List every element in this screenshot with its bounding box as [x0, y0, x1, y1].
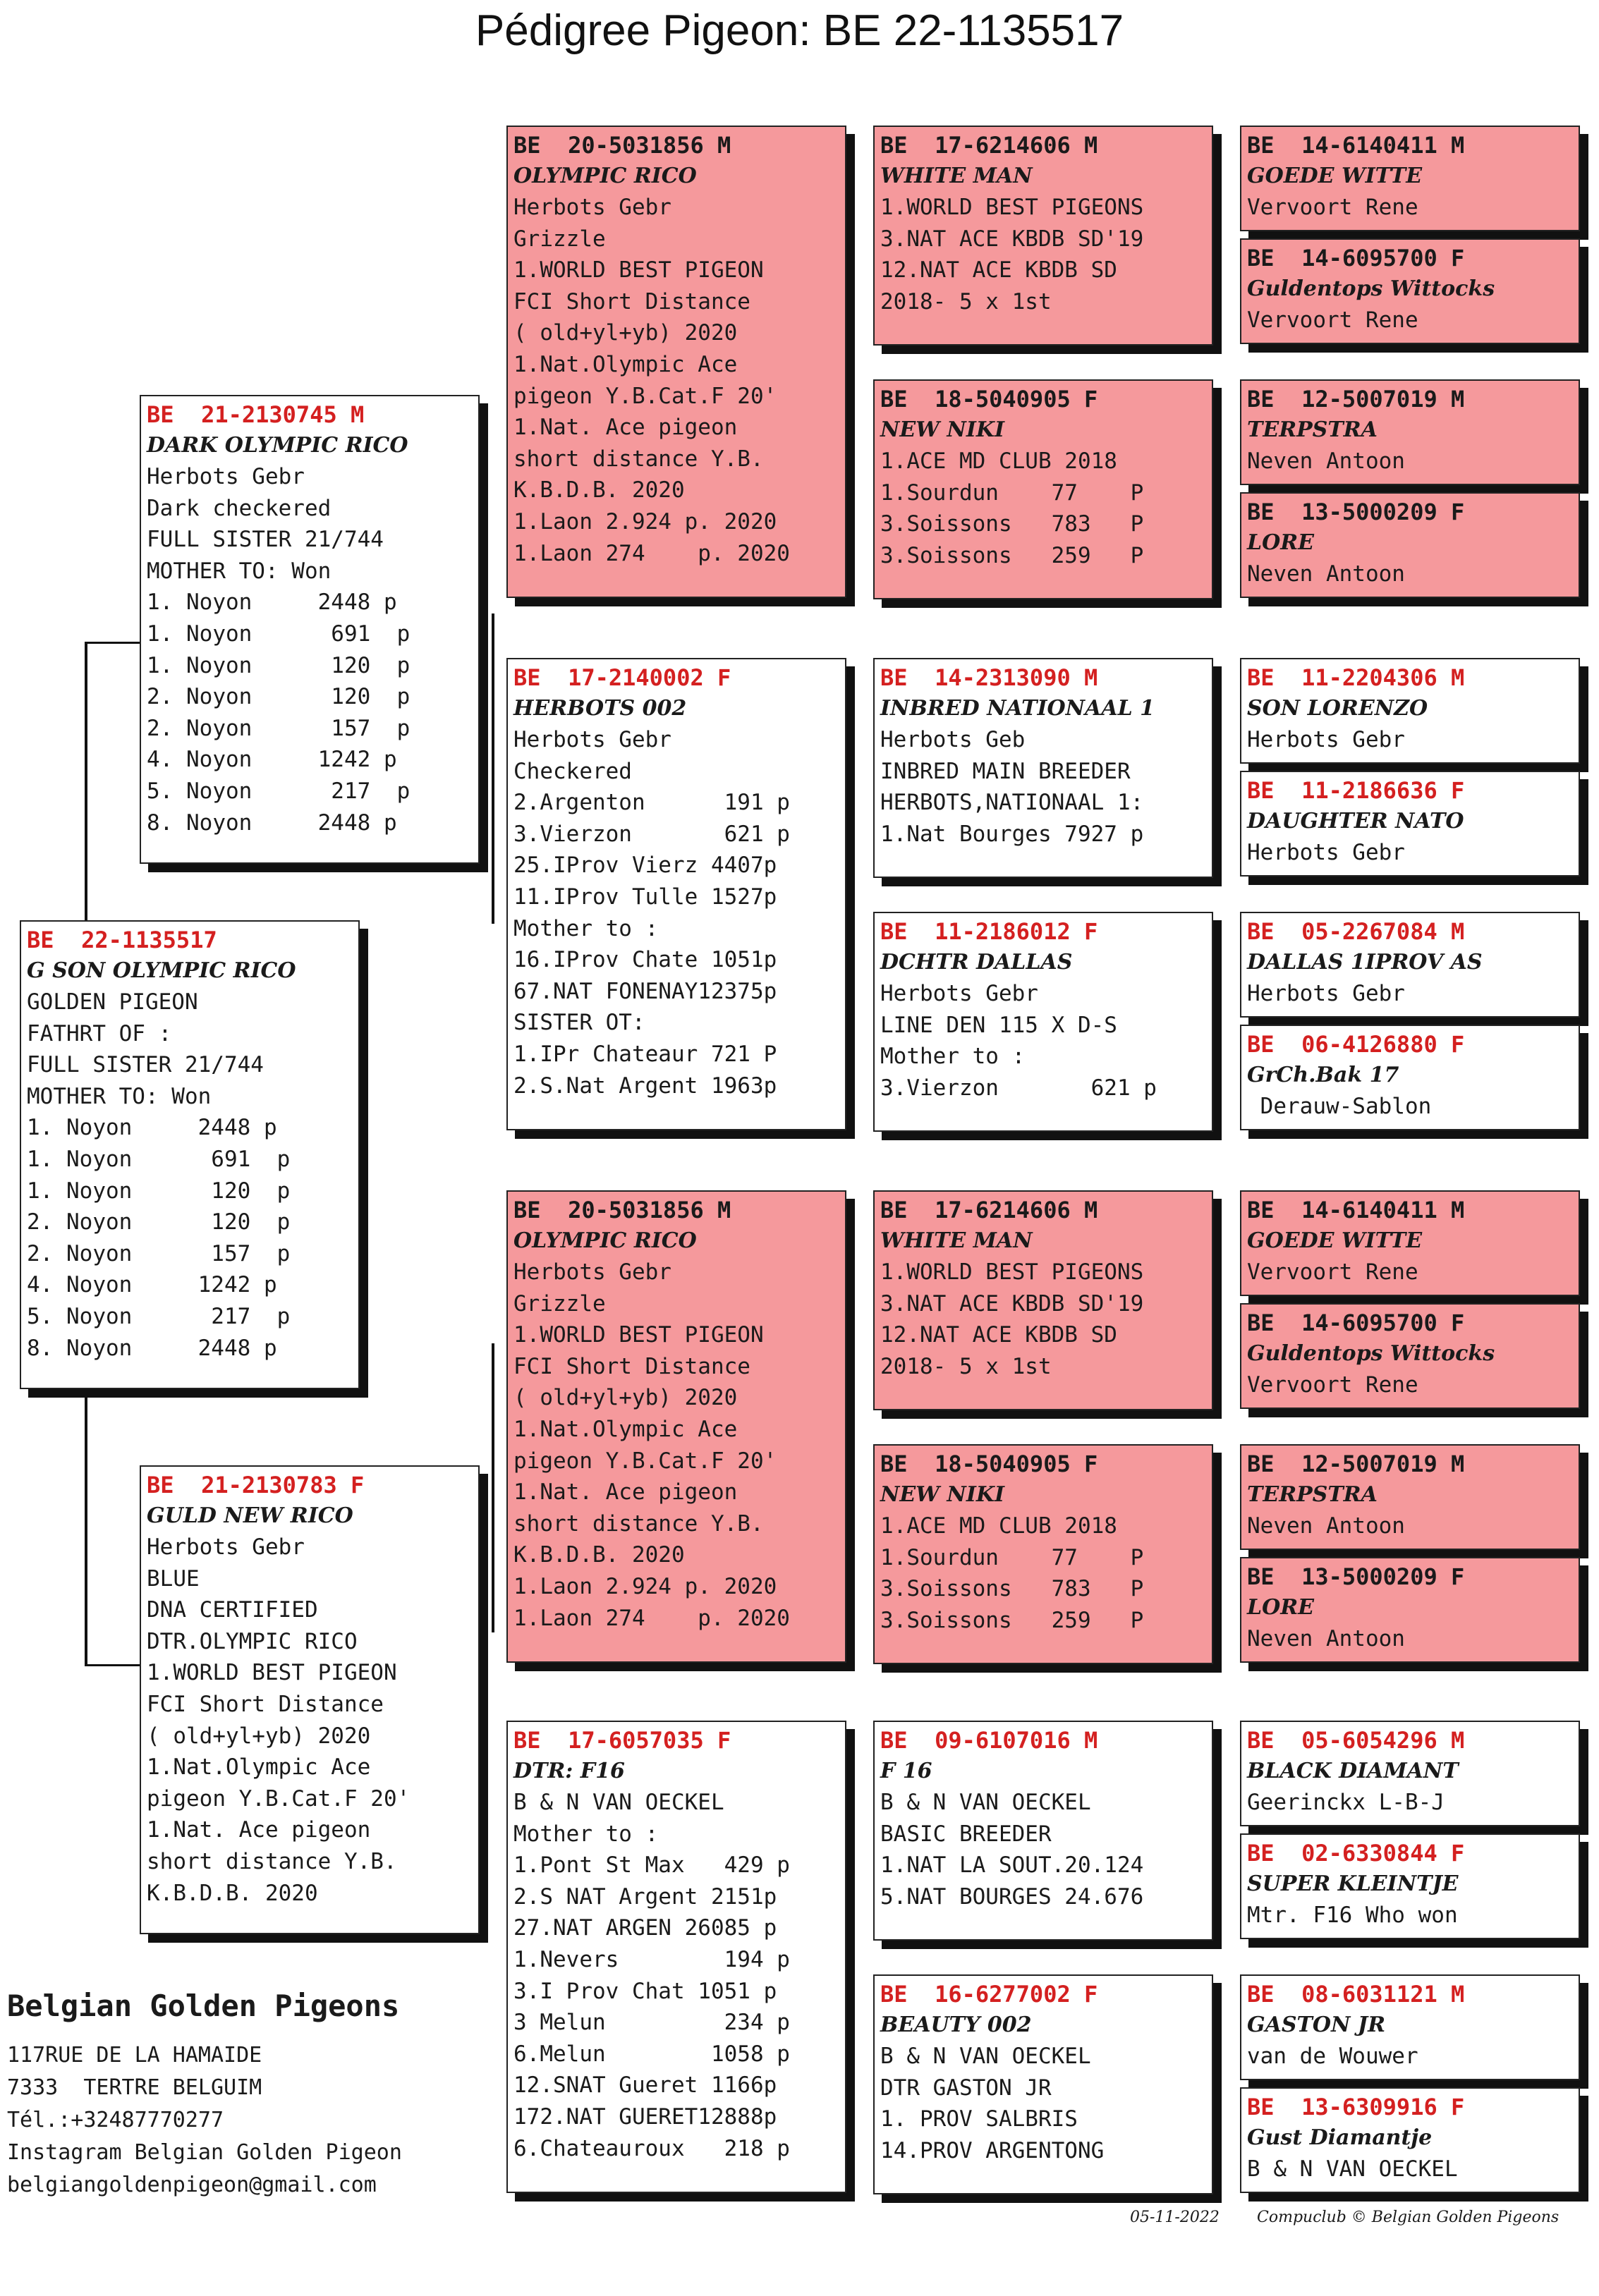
ring-number: BE 05-6054296 M — [1247, 1727, 1465, 1754]
pigeon-name: DCHTR DALLAS — [880, 950, 1073, 975]
card-detail-line: HERBOTS,NATIONAAL 1: — [880, 790, 1144, 816]
card-detail-line: FULL SISTER 21/744 — [27, 1052, 264, 1078]
card-detail-line: 1.Laon 274 p. 2020 — [513, 540, 790, 566]
card-detail-line: 3.NAT ACE KBDB SD'19 — [880, 1290, 1144, 1317]
pedigree-card-ddds — [1240, 1974, 1580, 2080]
card-detail-line: DTR.OLYMPIC RICO — [147, 1628, 358, 1654]
pigeon-name: WHITE MAN — [880, 164, 1033, 188]
card-detail-line: K.B.D.B. 2020 — [513, 477, 685, 503]
card-detail-line: 1. PROV SALBRIS — [880, 2106, 1078, 2132]
card-detail-line: 3.Vierzon 621 p — [513, 821, 790, 847]
card-detail-line: FCI Short Distance — [513, 1353, 750, 1379]
pigeon-name: Gust Diamantje — [1247, 2125, 1433, 2150]
card-detail-line: B & N VAN OECKEL — [1247, 2156, 1458, 2182]
card-detail-line: BASIC BREEDER — [880, 1821, 1052, 1847]
card-detail-line: 5. Noyon 217 p — [27, 1303, 291, 1329]
card-detail-line: pigeon Y.B.Cat.F 20' — [147, 1785, 411, 1812]
connector — [492, 1343, 494, 1632]
card-detail-line: 1. Noyon 2448 p — [147, 590, 397, 616]
card-detail-line: 2. Noyon 157 p — [147, 715, 411, 741]
card-detail-line: 1.ACE MD CLUB 2018 — [880, 448, 1117, 474]
card-detail-line: FCI Short Distance — [513, 288, 750, 315]
ring-number: BE 14-6140411 M — [1247, 1197, 1465, 1223]
pedigree-card-ssss — [1240, 126, 1580, 231]
pigeon-name: GOEDE WITTE — [1247, 164, 1423, 188]
pigeon-name: Guldentops Wittocks — [1247, 276, 1495, 301]
card-detail-line: LINE DEN 115 X D-S — [880, 1012, 1117, 1038]
card-detail-line: Mother to : — [880, 1044, 1026, 1070]
footer-address — [7, 2039, 402, 2202]
card-detail-line: short distance Y.B. — [513, 446, 764, 472]
card-detail-line: FATHRT OF : — [27, 1020, 172, 1046]
pigeon-name: F 16 — [880, 1759, 932, 1783]
pedigree-card-dsdd — [1240, 1557, 1580, 1663]
pigeon-name: DAUGHTER NATO — [1247, 809, 1464, 833]
ring-number: BE 09-6107016 M — [880, 1727, 1098, 1754]
ring-number: BE 17-6214606 M — [880, 1197, 1098, 1223]
pigeon-name: LORE — [1247, 1595, 1315, 1620]
card-detail-line: Derauw-Sablon — [1247, 1094, 1432, 1119]
card-detail-line: Herbots Gebr — [147, 464, 305, 489]
card-detail-line: SISTER OT: — [513, 1010, 645, 1036]
card-detail-line: Vervoort Rene — [1247, 195, 1418, 220]
pigeon-name: G SON OLYMPIC RICO — [27, 958, 296, 983]
card-detail-line: Herbots Gebr — [513, 1259, 671, 1285]
card-detail-line: short distance Y.B. — [147, 1848, 397, 1874]
pedigree-card-dssd — [1240, 1303, 1580, 1409]
pedigree-card-dsds — [1240, 1444, 1580, 1550]
card-detail-line: FCI Short Distance — [147, 1691, 384, 1717]
pigeon-name: HERBOTS 002 — [513, 696, 687, 721]
address-line: 7333 TERTRE BELGUIM — [7, 2075, 262, 2100]
card-detail-line: 1.WORLD BEST PIGEON — [513, 257, 764, 283]
card-detail-line: Neven Antoon — [1247, 1513, 1405, 1539]
card-detail-line: 1.Laon 274 p. 2020 — [513, 1605, 790, 1631]
ring-number: BE 20-5031856 M — [513, 132, 731, 159]
pedigree-card-dam — [140, 1465, 480, 1934]
card-detail-line: 1.WORLD BEST PIGEON — [513, 1322, 764, 1348]
pigeon-name: DARK OLYMPIC RICO — [147, 433, 408, 458]
ring-number: BE 13-6309916 F — [1247, 2094, 1465, 2120]
pedigree-card-ds — [506, 1190, 846, 1663]
pedigree-card-ss — [506, 126, 846, 598]
pigeon-name: LORE — [1247, 530, 1315, 555]
card-detail-line: 1.WORLD BEST PIGEON — [147, 1660, 397, 1686]
card-detail-line: DNA CERTIFIED — [147, 1597, 318, 1623]
pigeon-name: WHITE MAN — [880, 1228, 1033, 1253]
card-detail-line: K.B.D.B. 2020 — [513, 1542, 685, 1568]
card-detail-line: 2. Noyon 120 p — [27, 1209, 291, 1235]
card-detail-line: Geerinckx L-B-J — [1247, 1790, 1445, 1815]
ring-number: BE 21-2130783 F — [147, 1472, 365, 1498]
card-detail-line: 2. Noyon 120 p — [147, 684, 411, 710]
ring-number: BE 17-6057035 F — [513, 1727, 731, 1754]
card-detail-line: 3.Soissons 783 P — [880, 1576, 1144, 1602]
card-detail-line: 67.NAT FONENAY12375p — [513, 978, 777, 1004]
ring-number: BE 22-1135517 — [27, 927, 217, 953]
pigeon-name: OLYMPIC RICO — [513, 164, 697, 188]
card-detail-line: 2.Argenton 191 p — [513, 790, 790, 816]
card-detail-line: INBRED MAIN BREEDER — [880, 758, 1131, 784]
card-detail-line: 1. Noyon 120 p — [27, 1178, 291, 1204]
card-detail-line: 2018- 5 x 1st — [880, 1353, 1052, 1379]
card-detail-line: 6.Melun 1058 p — [513, 2041, 790, 2067]
pigeon-name: SUPER KLEINTJE — [1247, 1871, 1459, 1896]
card-detail-line: 172.NAT GUERET12888p — [513, 2103, 777, 2130]
card-detail-line: Neven Antoon — [1247, 1626, 1405, 1651]
card-detail-line: pigeon Y.B.Cat.F 20' — [513, 383, 777, 409]
card-detail-line: 1. Noyon 2448 p — [27, 1115, 277, 1141]
connector — [492, 613, 494, 924]
pigeon-name: TERPSTRA — [1247, 1482, 1378, 1507]
card-detail-line: ( old+yl+yb) 2020 — [513, 320, 738, 346]
card-detail-line: 1. Noyon 691 p — [147, 621, 411, 647]
card-detail-line: Grizzle — [513, 226, 606, 252]
ring-number: BE 20-5031856 M — [513, 1197, 731, 1223]
card-detail-line: 27.NAT ARGEN 26085 p — [513, 1915, 777, 1941]
card-detail-line: Mtr. F16 Who won — [1247, 1903, 1458, 1928]
pigeon-name: BLACK DIAMANT — [1247, 1759, 1459, 1783]
card-detail-line: 1.WORLD BEST PIGEONS — [880, 1259, 1144, 1285]
pigeon-name: GrCh.Bak 17 — [1247, 1063, 1399, 1087]
pedigree-card-sdsd — [1240, 771, 1580, 877]
pigeon-name: GOEDE WITTE — [1247, 1228, 1423, 1253]
pedigree-card-ssdd — [1240, 492, 1580, 598]
pedigree-card-sdss — [1240, 658, 1580, 764]
card-detail-line: 1.Nat.Olympic Ace — [513, 351, 738, 377]
card-detail-line: Dark checkered — [147, 495, 332, 521]
pedigree-card-ddss — [1240, 1721, 1580, 1826]
card-detail-line: 3.Soissons 259 P — [880, 542, 1144, 568]
card-detail-line: B & N VAN OECKEL — [880, 1790, 1091, 1815]
card-detail-line: Checkered — [513, 758, 632, 784]
card-detail-line: K.B.D.B. 2020 — [147, 1880, 318, 1906]
card-detail-line: 1.IPr Chateaur 721 P — [513, 1041, 777, 1067]
ring-number: BE 11-2204306 M — [1247, 664, 1465, 691]
card-detail-line: 2.S NAT Argent 2151p — [513, 1883, 777, 1910]
card-detail-line: 1.WORLD BEST PIGEONS — [880, 195, 1144, 220]
card-detail-line: 1.Nat.Olympic Ace — [147, 1754, 371, 1781]
pigeon-name: DALLAS 1IPROV AS — [1247, 950, 1483, 975]
card-detail-line: 1.Nat. Ace pigeon — [513, 1479, 738, 1506]
pedigree-card-sd — [506, 658, 846, 1130]
pedigree-card-sdd — [873, 912, 1213, 1132]
card-detail-line: Grizzle — [513, 1290, 606, 1317]
card-detail-line: ( old+yl+yb) 2020 — [513, 1385, 738, 1411]
ring-number: BE 14-2313090 M — [880, 664, 1098, 691]
ring-number: BE 08-6031121 M — [1247, 1981, 1465, 2008]
card-detail-line: 25.IProv Vierz 4407p — [513, 853, 777, 879]
card-detail-line: 3.Soissons 259 P — [880, 1607, 1144, 1633]
pedigree-card-dsss — [1240, 1190, 1580, 1296]
card-detail-line: 4. Noyon 1242 p — [147, 747, 397, 773]
card-detail-line: 1.Laon 2.924 p. 2020 — [513, 1573, 777, 1599]
ring-number: BE 14-6095700 F — [1247, 1309, 1465, 1336]
pedigree-card-dddd — [1240, 2087, 1580, 2193]
ring-number: BE 12-5007019 M — [1247, 386, 1465, 413]
card-detail-line: Vervoort Rene — [1247, 1372, 1418, 1398]
card-detail-line: 12.SNAT Gueret 1166p — [513, 2072, 777, 2099]
card-detail-line: Herbots Gebr — [1247, 840, 1405, 865]
ring-number: BE 21-2130745 M — [147, 401, 365, 428]
connector — [85, 1382, 87, 1664]
ring-number: BE 14-6095700 F — [1247, 245, 1465, 271]
pedigree-card-ddsd — [1240, 1833, 1580, 1939]
card-detail-line: 4. Noyon 1242 p — [27, 1272, 277, 1298]
card-detail-line: 5.NAT BOURGES 24.676 — [880, 1883, 1144, 1910]
email-line: belgiangoldenpigeon@gmail.com — [7, 2173, 377, 2197]
ring-number: BE 14-6140411 M — [1247, 132, 1465, 159]
card-detail-line: 2. Noyon 157 p — [27, 1240, 291, 1266]
card-detail-line: 1.Nat.Olympic Ace — [513, 1416, 738, 1442]
card-detail-line: 1.Sourdun 77 P — [880, 480, 1144, 506]
pedigree-card-ddd — [873, 1974, 1213, 2194]
card-detail-line: Vervoort Rene — [1247, 1259, 1418, 1285]
pigeon-name: GASTON JR — [1247, 2013, 1386, 2037]
card-detail-line: 12.NAT ACE KBDB SD — [880, 1322, 1117, 1348]
card-detail-line: 1.Sourdun 77 P — [880, 1544, 1144, 1570]
ring-number: BE 13-5000209 F — [1247, 1563, 1465, 1590]
ring-number: BE 02-6330844 F — [1247, 1840, 1465, 1867]
card-detail-line: 6.Chateauroux 218 p — [513, 2135, 790, 2161]
card-detail-line: 11.IProv Tulle 1527p — [513, 884, 777, 910]
footer-brand: Belgian Golden Pigeons — [7, 1989, 400, 2023]
card-detail-line: 14.PROV ARGENTONG — [880, 2137, 1105, 2163]
pedigree-card-sds — [873, 658, 1213, 878]
card-detail-line: 1.Nat Bourges 7927 p — [880, 821, 1144, 847]
card-detail-line: FULL SISTER 21/744 — [147, 527, 384, 553]
card-detail-line: 2.S.Nat Argent 1963p — [513, 1073, 777, 1099]
card-detail-line: 3.I Prov Chat 1051 p — [513, 1978, 777, 2004]
print-date: 05-11-2022 — [1130, 2209, 1220, 2226]
pigeon-name: INBRED NATIONAAL 1 — [880, 696, 1155, 721]
ring-number: BE 17-2140002 F — [513, 664, 731, 691]
pigeon-name: TERPSTRA — [1247, 417, 1378, 442]
pedigree-card-dd — [506, 1721, 846, 2193]
ring-number: BE 11-2186636 F — [1247, 777, 1465, 804]
instagram-line: Instagram Belgian Golden Pigeon — [7, 2140, 402, 2165]
card-detail-line: short distance Y.B. — [513, 1510, 764, 1537]
pigeon-name: DTR: F16 — [513, 1759, 625, 1783]
card-detail-line: MOTHER TO: Won — [27, 1083, 212, 1109]
pigeon-name: Guldentops Wittocks — [1247, 1341, 1495, 1366]
pedigree-card-subject — [20, 920, 360, 1389]
card-detail-line: 1.Laon 2.924 p. 2020 — [513, 508, 777, 535]
card-detail-line: Herbots Gebr — [1247, 727, 1405, 752]
pedigree-card-dds — [873, 1721, 1213, 1941]
card-detail-line: Neven Antoon — [1247, 561, 1405, 587]
page-title: Pédigree Pigeon: BE 22-1135517 — [475, 6, 1124, 55]
card-detail-line: 5. Noyon 217 p — [147, 778, 411, 804]
card-detail-line: 1.Nat. Ace pigeon — [147, 1817, 371, 1843]
card-detail-line: Herbots Gebr — [147, 1534, 305, 1560]
software-credit: Compuclub © Belgian Golden Pigeons — [1257, 2209, 1560, 2226]
card-detail-line: 1.NAT LA SOUT.20.124 — [880, 1852, 1144, 1879]
card-detail-line: 1.Pont St Max 429 p — [513, 1852, 790, 1879]
card-detail-line: 1. Noyon 120 p — [147, 652, 411, 678]
card-detail-line: GOLDEN PIGEON — [27, 989, 198, 1015]
ring-number: BE 13-5000209 F — [1247, 499, 1465, 525]
card-detail-line: 3 Melun 234 p — [513, 2010, 790, 2036]
pigeon-name: GULD NEW RICO — [147, 1503, 353, 1528]
card-detail-line: 1.Nat. Ace pigeon — [513, 415, 738, 441]
pedigree-card-ssd — [873, 379, 1213, 599]
card-detail-line: Herbots Gebr — [880, 981, 1038, 1006]
card-detail-line: Herbots Gebr — [513, 727, 671, 752]
connector — [85, 1664, 141, 1666]
card-detail-line: Vervoort Rene — [1247, 307, 1418, 333]
pedigree-card-sss — [873, 126, 1213, 346]
pedigree-card-sire — [140, 395, 480, 864]
pedigree-card-dsd — [873, 1444, 1213, 1664]
connector — [85, 642, 141, 644]
card-detail-line: DTR GASTON JR — [880, 2075, 1052, 2101]
card-detail-line: Mother to : — [513, 1821, 659, 1847]
ring-number: BE 06-4126880 F — [1247, 1031, 1465, 1058]
ring-number: BE 16-6277002 F — [880, 1981, 1098, 2008]
phone-line: Tél.:+32487770277 — [7, 2108, 224, 2132]
address-line: 117RUE DE LA HAMAIDE — [7, 2043, 262, 2068]
card-detail-line: B & N VAN OECKEL — [513, 1790, 724, 1815]
card-detail-line: ( old+yl+yb) 2020 — [147, 1723, 371, 1749]
connector — [85, 642, 87, 920]
card-detail-line: 16.IProv Chate 1051p — [513, 947, 777, 973]
card-detail-line: 1.Nevers 194 p — [513, 1946, 790, 1972]
ring-number: BE 18-5040905 F — [880, 1451, 1098, 1477]
pedigree-card-dss — [873, 1190, 1213, 1410]
card-detail-line: 3.NAT ACE KBDB SD'19 — [880, 226, 1144, 252]
pedigree-card-sdds — [1240, 912, 1580, 1018]
card-detail-line: 8. Noyon 2448 p — [27, 1335, 277, 1361]
card-detail-line: van de Wouwer — [1247, 2044, 1418, 2069]
card-detail-line: 3.Vierzon 621 p — [880, 1075, 1157, 1101]
card-detail-line: B & N VAN OECKEL — [880, 2044, 1091, 2069]
card-detail-line: BLUE — [147, 1565, 200, 1592]
card-detail-line: 1. Noyon 691 p — [27, 1146, 291, 1172]
ring-number: BE 17-6214606 M — [880, 132, 1098, 159]
card-detail-line: Herbots Gebr — [513, 195, 671, 220]
pedigree-card-sssd — [1240, 238, 1580, 344]
card-detail-line: 3.Soissons 783 P — [880, 511, 1144, 537]
card-detail-line: 1.ACE MD CLUB 2018 — [880, 1513, 1117, 1539]
card-detail-line: 8. Noyon 2448 p — [147, 810, 397, 836]
card-detail-line: Mother to : — [513, 915, 659, 941]
card-detail-line: MOTHER TO: Won — [147, 558, 332, 584]
card-detail-line: Herbots Gebr — [1247, 981, 1405, 1006]
ring-number: BE 18-5040905 F — [880, 386, 1098, 413]
pedigree-card-ssds — [1240, 379, 1580, 485]
card-detail-line: Neven Antoon — [1247, 448, 1405, 474]
ring-number: BE 11-2186012 F — [880, 918, 1098, 945]
pigeon-name: NEW NIKI — [880, 1482, 1004, 1507]
ring-number: BE 05-2267084 M — [1247, 918, 1465, 945]
pigeon-name: SON LORENZO — [1247, 696, 1428, 721]
pigeon-name: OLYMPIC RICO — [513, 1228, 697, 1253]
card-detail-line: 2018- 5 x 1st — [880, 288, 1052, 315]
card-detail-line: 12.NAT ACE KBDB SD — [880, 257, 1117, 283]
card-detail-line: pigeon Y.B.Cat.F 20' — [513, 1448, 777, 1474]
pigeon-name: BEAUTY 002 — [880, 2013, 1032, 2037]
ring-number: BE 12-5007019 M — [1247, 1451, 1465, 1477]
pigeon-name: NEW NIKI — [880, 417, 1004, 442]
pedigree-card-sddd — [1240, 1025, 1580, 1130]
card-detail-line: Herbots Geb — [880, 727, 1026, 752]
